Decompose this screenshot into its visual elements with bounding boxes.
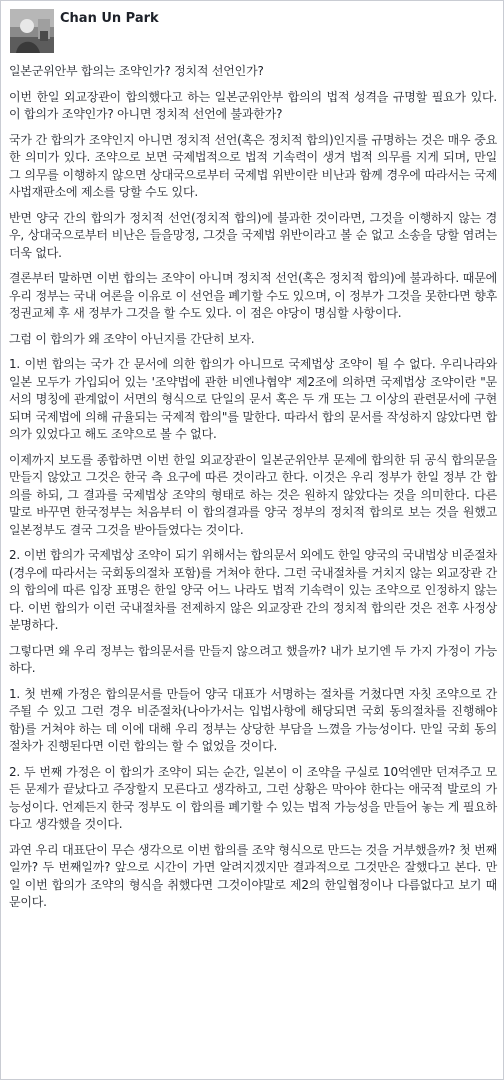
post-paragraph: 일본군위안부 합의는 조약인가? 정치적 선언인가? <box>9 64 264 78</box>
post-paragraph: 국가 간 합의가 조약인지 아니면 정치적 선언(혹은 정치적 합의)인지를 규명하는 것은 매우 중요한 의미가 있다. 조약으로 보면 국제법적으로 법적 기속력이 생겨 법적 의무를 지게 되며, 만일 그 의무를 이행하지 않으면 상대국으로부터 국제법 위반이란 비난과 함께 경우에 따라서는 국제사법재판소에 제소를 당할 수도 있다. <box>9 132 497 199</box>
post-paragraph: 이제까지 보도를 종합하면 이번 한일 외교장관이 일본군위안부 문제에 합의한 뒤 공식 합의문을 만들지 않았고 그것은 한국 측 요구에 따른 것이라고 한다. 이것은 우리 정부가 한일 정부 간 합의를 하되, 그 결과를 국제법상 조약의 형태로 하는 것은 원하지 않았다는 것을 의미한다. 다른 말로 바꾸면 한국정부는 처음부터 이 합의결과를 양국 정부의 정치적 합의로 보는 것을 원했고 일본정부도 결국 그것을 받아들였다는 것이다. <box>9 452 497 537</box>
post-paragraph: 반면 양국 간의 합의가 정치적 선언(정치적 합의)에 불과한 것이라면, 그것을 이행하지 않는 경우, 상대국으로부터 비난은 들을망정, 그것을 국제법 위반이라고 볼 순 없고 소송을 당할 염려는 더욱 없다. <box>9 210 497 260</box>
post-paragraph: 결론부터 말하면 이번 합의는 조약이 아니며 정치적 선언(혹은 정치적 합의)에 불과하다. 때문에 우리 정부는 국내 여론을 이유로 이 선언을 폐기할 수도 있으며, 이 정부가 그것을 못한다면 향후 정권교체 후 새 정부가 그것을 할 수도 있다. 이 점은 야당이 명심할 사항이다. <box>9 271 497 320</box>
author-name[interactable]: Chan Un Park <box>60 11 159 26</box>
post-paragraph: 그렇다면 왜 우리 정부는 합의문서를 만들지 않으려고 했을까? 내가 보기엔 두 가지 가정이 가능하다. <box>9 643 497 675</box>
profile-photo-icon <box>10 9 54 53</box>
post-paragraph: 그럼 이 합의가 왜 조약이 아닌지를 간단히 보자. <box>9 331 255 346</box>
post-paragraph: 1. 첫 번째 가정은 합의문서를 만들어 양국 대표가 서명하는 절차를 거쳤다면 자칫 조약으로 간주될 수 있고 그런 경우 비준절차(나아가서는 입법사항에 해당되면 국회 동의절차를 진행해야 함)를 거쳐야 하는 데 이에 대해 우리 정부는 상당한 부담을 느꼈을 가능성이다. 만일 국회 동의절차가 진행된다면 이런 합의는 할 수 없었을 것이다. <box>9 686 497 753</box>
post-paragraph: 이번 한일 외교장관이 합의했다고 하는 일본군위안부 합의의 법적 성격을 규명할 필요가 있다. 이 합의가 조약인가? 아니면 정치적 선언에 불과한가? <box>9 89 497 121</box>
post-header <box>1 1 503 59</box>
author-avatar[interactable] <box>10 9 54 53</box>
post-paragraph: 2. 두 번째 가정은 이 합의가 조약이 되는 순간, 일본이 이 조약을 구실로 10억엔만 던져주고 모든 문제가 끝났다고 주장할지 모른다고 생각하고, 그런 상황은 막아야 한다는 애국적 발로의 가능성이다. 언제든지 한국 정부도 이 합의를 폐기할 수 있는 법적 가능성을 만들어 놓는 게 필요하다고 생각했을 것이다. <box>9 764 497 831</box>
post-body <box>9 63 497 920</box>
post-paragraph: 1. 이번 합의는 국가 간 문서에 의한 합의가 아니므로 국제법상 조약이 될 수 없다. 우리나라와 일본 모두가 가입되어 있는 '조약법에 관한 비엔나협약' 제2조에 의하면 국제법상 조약이란 "문서의 명칭에 관계없이 서면의 형식으로 단일의 문서 혹은 두 개 또는 그 이상의 관련문서에 구현되며 국제법에 의해 규율되는 국제적 합의"를 말한다. 따라서 합의 문서를 작성하지 않았다면 합의가 있었다고 해도 조약으로 볼 수 없다. <box>9 357 497 441</box>
post-paragraph: 2. 이번 합의가 국제법상 조약이 되기 위해서는 합의문서 외에도 한일 양국의 국내법상 비준절차(경우에 따라서는 국회동의절차 포함)를 거쳐야 한다. 그런 국내절차를 거치지 않는 외교장관 간의 합의에 따른 입장 표명은 한일 양국 어느 나라도 법적 기속력이 있는 조약으로 인정하지 않는다. 이번 합의가 이런 국내절차를 전제하지 않은 외교장관 간의 정치적 합의란 것은 전후 사정상 분명하다. <box>9 548 497 632</box>
post-paragraph: 과연 우리 대표단이 무슨 생각으로 이번 합의를 조약 형식으로 만드는 것을 거부했을까? 첫 번째일까? 두 번째일까? 앞으로 시간이 가면 알려지겠지만 결과적으로 그것만은 잘했다고 본다. 만일 이번 합의가 조약의 형식을 취했다면 그것이야말로 제2의 한일협정이나 다름없다고 보기 때문이다. <box>9 842 497 909</box>
